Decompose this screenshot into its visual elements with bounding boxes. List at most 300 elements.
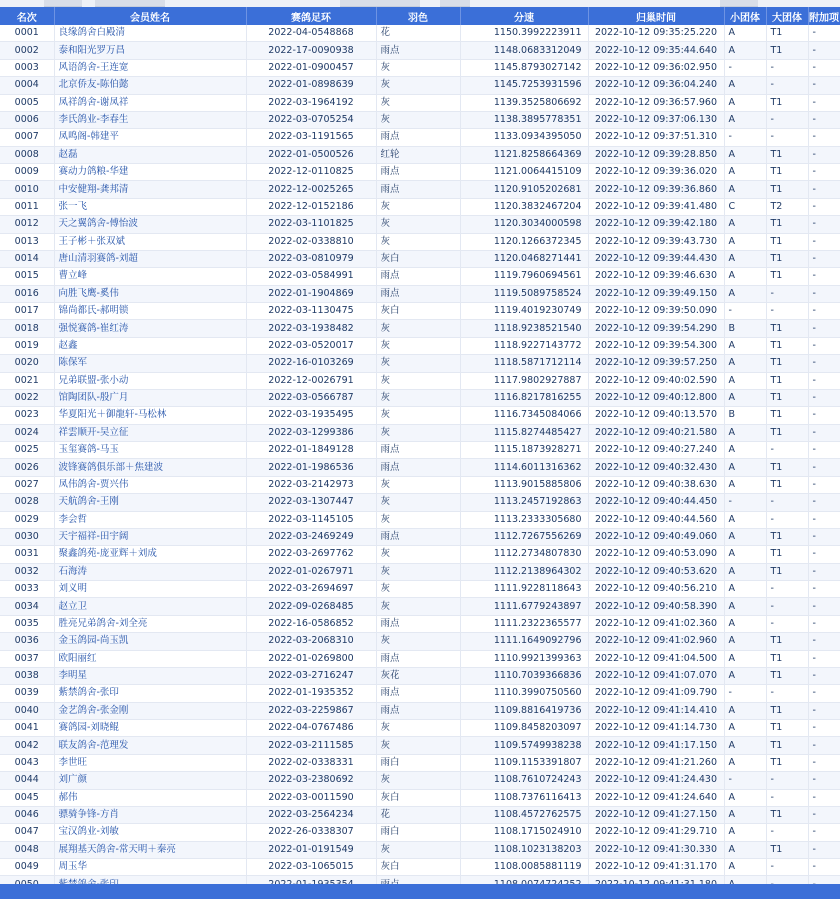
cell-rank: 0020 bbox=[0, 355, 54, 372]
cell-extra: - bbox=[808, 25, 840, 42]
table-row[interactable] bbox=[0, 685, 840, 702]
cell-ring: 2022-03-2697762 bbox=[246, 546, 376, 563]
cell-ring: 2022-03-2111585 bbox=[246, 737, 376, 754]
cell-color: 灰 bbox=[376, 511, 460, 528]
cell-return-time: 2022-10-12 09:39:57.250 bbox=[588, 355, 724, 372]
table-row[interactable] bbox=[0, 268, 840, 285]
table-row[interactable] bbox=[0, 581, 840, 598]
cell-extra: - bbox=[808, 42, 840, 59]
cell-small-group: A bbox=[724, 459, 766, 476]
cell-speed: 1120.3034000598 bbox=[460, 216, 588, 233]
cell-speed: 1108.7376116413 bbox=[460, 789, 588, 806]
cell-small-group: A bbox=[724, 476, 766, 493]
cell-return-time: 2022-10-12 09:39:54.300 bbox=[588, 337, 724, 354]
col-color-header[interactable]: 羽色 bbox=[376, 7, 460, 25]
table-row[interactable] bbox=[0, 77, 840, 94]
cell-member-name: 天之翼鸽舍-傅怡波 bbox=[54, 216, 246, 233]
cell-return-time: 2022-10-12 09:40:38.630 bbox=[588, 476, 724, 493]
cell-color: 灰白 bbox=[376, 250, 460, 267]
cell-rank: 0041 bbox=[0, 720, 54, 737]
cell-rank: 0006 bbox=[0, 111, 54, 128]
cell-color: 灰 bbox=[376, 389, 460, 406]
cell-return-time: 2022-10-12 09:40:44.450 bbox=[588, 494, 724, 511]
cell-extra: - bbox=[808, 546, 840, 563]
cell-speed: 1115.1873928271 bbox=[460, 442, 588, 459]
table-row[interactable] bbox=[0, 859, 840, 876]
cell-color: 灰白 bbox=[376, 303, 460, 320]
cell-small-group: A bbox=[724, 754, 766, 771]
cell-member-name: 向胜飞鹰-奚伟 bbox=[54, 285, 246, 302]
cell-big-group: T1 bbox=[766, 181, 808, 198]
cell-member-name: 刘广颜 bbox=[54, 772, 246, 789]
cell-return-time: 2022-10-12 09:37:06.130 bbox=[588, 111, 724, 128]
cell-extra: - bbox=[808, 198, 840, 215]
cell-return-time: 2022-10-12 09:40:53.090 bbox=[588, 546, 724, 563]
cell-member-name: 胜亮兄弟鸽舍-刘全亮 bbox=[54, 615, 246, 632]
table-row[interactable] bbox=[0, 111, 840, 128]
cell-speed: 1109.5749938238 bbox=[460, 737, 588, 754]
cell-ring: 2022-12-0110825 bbox=[246, 164, 376, 181]
cell-extra: - bbox=[808, 268, 840, 285]
cell-return-time: 2022-10-12 09:41:14.410 bbox=[588, 702, 724, 719]
cell-member-name: 展翔基天鸽舍-常天明＋秦亮 bbox=[54, 841, 246, 858]
table-row[interactable] bbox=[0, 407, 840, 424]
cell-extra: - bbox=[808, 615, 840, 632]
cell-rank: 0026 bbox=[0, 459, 54, 476]
cell-rank: 0024 bbox=[0, 424, 54, 441]
cell-color: 灰 bbox=[376, 77, 460, 94]
cell-extra: - bbox=[808, 250, 840, 267]
cell-ring: 2022-03-1065015 bbox=[246, 859, 376, 876]
cell-small-group: A bbox=[724, 146, 766, 163]
col-speed-header[interactable]: 分速 bbox=[460, 7, 588, 25]
cell-extra: - bbox=[808, 216, 840, 233]
cell-color: 雨点 bbox=[376, 459, 460, 476]
table-row[interactable] bbox=[0, 233, 840, 250]
cell-color: 灰 bbox=[376, 772, 460, 789]
table-row[interactable] bbox=[0, 667, 840, 684]
cell-speed: 1112.2138964302 bbox=[460, 563, 588, 580]
table-row[interactable] bbox=[0, 424, 840, 441]
cell-member-name: 张一飞 bbox=[54, 198, 246, 215]
cell-speed: 1120.9105202681 bbox=[460, 181, 588, 198]
cell-big-group: - bbox=[766, 111, 808, 128]
cell-color: 灰 bbox=[376, 407, 460, 424]
table-row[interactable] bbox=[0, 181, 840, 198]
table-row[interactable] bbox=[0, 789, 840, 806]
cell-small-group: A bbox=[724, 25, 766, 42]
cell-rank: 0033 bbox=[0, 581, 54, 598]
col-ring-header[interactable]: 赛鸽足环 bbox=[246, 7, 376, 25]
cell-ring: 2022-03-0566787 bbox=[246, 389, 376, 406]
cell-member-name: 锦尚都氏-郝明锁 bbox=[54, 303, 246, 320]
cell-member-name: 骠骑争锋-方肖 bbox=[54, 806, 246, 823]
table-row[interactable] bbox=[0, 650, 840, 667]
cell-rank: 0002 bbox=[0, 42, 54, 59]
cell-color: 雨点 bbox=[376, 181, 460, 198]
toolbar-control[interactable] bbox=[44, 0, 82, 7]
table-row[interactable] bbox=[0, 320, 840, 337]
cell-ring: 2022-01-0269800 bbox=[246, 650, 376, 667]
cell-extra: - bbox=[808, 667, 840, 684]
table-row[interactable] bbox=[0, 720, 840, 737]
cell-big-group: T1 bbox=[766, 320, 808, 337]
cell-rank: 0046 bbox=[0, 806, 54, 823]
cell-return-time: 2022-10-12 09:39:36.860 bbox=[588, 181, 724, 198]
cell-extra: - bbox=[808, 407, 840, 424]
cell-extra: - bbox=[808, 841, 840, 858]
cell-small-group: A bbox=[724, 702, 766, 719]
cell-rank: 0049 bbox=[0, 859, 54, 876]
table-row[interactable] bbox=[0, 198, 840, 215]
cell-ring: 2022-03-0584991 bbox=[246, 268, 376, 285]
cell-return-time: 2022-10-12 09:41:27.150 bbox=[588, 806, 724, 823]
cell-member-name: 兄弟联盟-张小动 bbox=[54, 372, 246, 389]
cell-return-time: 2022-10-12 09:41:09.790 bbox=[588, 685, 724, 702]
table-row[interactable] bbox=[0, 737, 840, 754]
cell-small-group: A bbox=[724, 216, 766, 233]
cell-member-name: 李世旺 bbox=[54, 754, 246, 771]
cell-extra: - bbox=[808, 372, 840, 389]
cell-color: 灰 bbox=[376, 494, 460, 511]
table-row[interactable] bbox=[0, 355, 840, 372]
cell-big-group: T1 bbox=[766, 424, 808, 441]
cell-big-group: T1 bbox=[766, 216, 808, 233]
cell-big-group: - bbox=[766, 442, 808, 459]
table-row[interactable] bbox=[0, 598, 840, 615]
table-row[interactable] bbox=[0, 476, 840, 493]
cell-rank: 0025 bbox=[0, 442, 54, 459]
table-row[interactable] bbox=[0, 146, 840, 163]
cell-rank: 0038 bbox=[0, 667, 54, 684]
table-row[interactable] bbox=[0, 250, 840, 267]
cell-speed: 1115.8274485427 bbox=[460, 424, 588, 441]
cell-small-group: A bbox=[724, 337, 766, 354]
cell-speed: 1118.5871712114 bbox=[460, 355, 588, 372]
cell-member-name: 天航鸽舍-王刚 bbox=[54, 494, 246, 511]
cell-speed: 1113.2333305680 bbox=[460, 511, 588, 528]
cell-ring: 2022-03-1938482 bbox=[246, 320, 376, 337]
cell-small-group: A bbox=[724, 511, 766, 528]
cell-rank: 0010 bbox=[0, 181, 54, 198]
table-row[interactable] bbox=[0, 633, 840, 650]
cell-small-group: - bbox=[724, 685, 766, 702]
cell-member-name: 馆陶团队-殷广月 bbox=[54, 389, 246, 406]
cell-rank: 0012 bbox=[0, 216, 54, 233]
table-row[interactable] bbox=[0, 164, 840, 181]
cell-small-group: A bbox=[724, 111, 766, 128]
cell-rank: 0003 bbox=[0, 59, 54, 76]
cell-big-group: - bbox=[766, 285, 808, 302]
col-time-header[interactable]: 归巢时间 bbox=[588, 7, 724, 25]
cell-speed: 1118.9227143772 bbox=[460, 337, 588, 354]
cell-color: 花 bbox=[376, 806, 460, 823]
cell-member-name: 波锋赛鸽俱乐部＋焦建波 bbox=[54, 459, 246, 476]
table-row[interactable] bbox=[0, 389, 840, 406]
table-row[interactable] bbox=[0, 546, 840, 563]
cell-big-group: - bbox=[766, 581, 808, 598]
cell-rank: 0044 bbox=[0, 772, 54, 789]
cell-extra: - bbox=[808, 424, 840, 441]
cell-extra: - bbox=[808, 164, 840, 181]
cell-rank: 0043 bbox=[0, 754, 54, 771]
cell-speed: 1133.0934395050 bbox=[460, 129, 588, 146]
cell-return-time: 2022-10-12 09:36:02.950 bbox=[588, 59, 724, 76]
table-row[interactable] bbox=[0, 303, 840, 320]
cell-color: 灰 bbox=[376, 372, 460, 389]
cell-extra: - bbox=[808, 181, 840, 198]
cell-extra: - bbox=[808, 859, 840, 876]
cell-color: 灰 bbox=[376, 320, 460, 337]
cell-small-group: A bbox=[724, 181, 766, 198]
cell-speed: 1112.7267556269 bbox=[460, 528, 588, 545]
cell-small-group: A bbox=[724, 633, 766, 650]
cell-big-group: T1 bbox=[766, 146, 808, 163]
cell-return-time: 2022-10-12 09:39:46.630 bbox=[588, 268, 724, 285]
table-row[interactable] bbox=[0, 372, 840, 389]
cell-extra: - bbox=[808, 129, 840, 146]
cell-small-group: A bbox=[724, 442, 766, 459]
cell-rank: 0047 bbox=[0, 824, 54, 841]
cell-small-group: A bbox=[724, 720, 766, 737]
table-row[interactable] bbox=[0, 563, 840, 580]
cell-return-time: 2022-10-12 09:41:07.070 bbox=[588, 667, 724, 684]
cell-speed: 1111.6779243897 bbox=[460, 598, 588, 615]
cell-color: 灰白 bbox=[376, 859, 460, 876]
cell-small-group: A bbox=[724, 94, 766, 111]
cell-color: 雨白 bbox=[376, 754, 460, 771]
cell-small-group: - bbox=[724, 494, 766, 511]
cell-member-name: 风语鸽舍-王连宽 bbox=[54, 59, 246, 76]
cell-rank: 0027 bbox=[0, 476, 54, 493]
col-big-group-header[interactable]: 大团体 bbox=[766, 7, 808, 25]
cell-speed: 1110.3990750560 bbox=[460, 685, 588, 702]
cell-speed: 1145.8793027142 bbox=[460, 59, 588, 76]
cell-speed: 1113.2457192863 bbox=[460, 494, 588, 511]
cell-color: 灰 bbox=[376, 841, 460, 858]
cell-return-time: 2022-10-12 09:41:04.500 bbox=[588, 650, 724, 667]
cell-big-group: T1 bbox=[766, 841, 808, 858]
table-row[interactable] bbox=[0, 25, 840, 42]
table-row[interactable] bbox=[0, 337, 840, 354]
table-row[interactable] bbox=[0, 841, 840, 858]
cell-ring: 2022-01-1935352 bbox=[246, 685, 376, 702]
cell-return-time: 2022-10-12 09:39:41.480 bbox=[588, 198, 724, 215]
cell-extra: - bbox=[808, 737, 840, 754]
cell-small-group: A bbox=[724, 563, 766, 580]
table-row[interactable] bbox=[0, 772, 840, 789]
col-rank-header[interactable]: 名次 bbox=[0, 7, 54, 25]
cell-rank: 0034 bbox=[0, 598, 54, 615]
cell-big-group: T1 bbox=[766, 164, 808, 181]
cell-big-group: T1 bbox=[766, 372, 808, 389]
cell-rank: 0013 bbox=[0, 233, 54, 250]
cell-ring: 2022-03-2694697 bbox=[246, 581, 376, 598]
cell-big-group: T1 bbox=[766, 720, 808, 737]
cell-small-group: B bbox=[724, 320, 766, 337]
cell-return-time: 2022-10-12 09:35:25.220 bbox=[588, 25, 724, 42]
cell-extra: - bbox=[808, 789, 840, 806]
cell-speed: 1108.0085881119 bbox=[460, 859, 588, 876]
table-row[interactable] bbox=[0, 442, 840, 459]
table-row[interactable] bbox=[0, 216, 840, 233]
cell-ring: 2022-03-2380692 bbox=[246, 772, 376, 789]
cell-speed: 1110.9921399363 bbox=[460, 650, 588, 667]
table-row[interactable] bbox=[0, 59, 840, 76]
table-row[interactable] bbox=[0, 459, 840, 476]
toolbar-control[interactable] bbox=[340, 0, 420, 7]
cell-speed: 1120.3832467204 bbox=[460, 198, 588, 215]
cell-extra: - bbox=[808, 77, 840, 94]
cell-ring: 2022-01-0191549 bbox=[246, 841, 376, 858]
cell-speed: 1120.1266372345 bbox=[460, 233, 588, 250]
cell-speed: 1150.3992223911 bbox=[460, 25, 588, 42]
cell-ring: 2022-02-0338331 bbox=[246, 754, 376, 771]
cell-rank: 0007 bbox=[0, 129, 54, 146]
cell-speed: 1138.3895778351 bbox=[460, 111, 588, 128]
table-row[interactable] bbox=[0, 702, 840, 719]
cell-small-group: A bbox=[724, 598, 766, 615]
cell-return-time: 2022-10-12 09:39:50.090 bbox=[588, 303, 724, 320]
cell-big-group: - bbox=[766, 685, 808, 702]
table-row[interactable] bbox=[0, 129, 840, 146]
cell-member-name: 赵磊 bbox=[54, 146, 246, 163]
cell-ring: 2022-03-2259867 bbox=[246, 702, 376, 719]
toolbar-control[interactable] bbox=[720, 0, 758, 7]
cell-small-group: A bbox=[724, 372, 766, 389]
table-row[interactable] bbox=[0, 615, 840, 632]
cell-big-group: T1 bbox=[766, 476, 808, 493]
cell-rank: 0039 bbox=[0, 685, 54, 702]
cell-big-group: - bbox=[766, 615, 808, 632]
cell-member-name: 金艺鸽舍-张金刚 bbox=[54, 702, 246, 719]
cell-return-time: 2022-10-12 09:40:32.430 bbox=[588, 459, 724, 476]
table-row[interactable] bbox=[0, 806, 840, 823]
toolbar-control[interactable] bbox=[440, 0, 470, 7]
cell-ring: 2022-12-0025265 bbox=[246, 181, 376, 198]
cell-rank: 0023 bbox=[0, 407, 54, 424]
cell-ring: 2022-04-0548868 bbox=[246, 25, 376, 42]
cell-big-group: T1 bbox=[766, 337, 808, 354]
cell-color: 雨点 bbox=[376, 615, 460, 632]
col-small-group-header[interactable]: 小团体 bbox=[724, 7, 766, 25]
cell-rank: 0048 bbox=[0, 841, 54, 858]
cell-big-group: T1 bbox=[766, 25, 808, 42]
cell-ring: 2022-03-0520017 bbox=[246, 337, 376, 354]
cell-big-group: T1 bbox=[766, 633, 808, 650]
cell-ring: 2022-03-1935495 bbox=[246, 407, 376, 424]
table-row[interactable] bbox=[0, 511, 840, 528]
cell-color: 灰 bbox=[376, 633, 460, 650]
cell-big-group: - bbox=[766, 494, 808, 511]
cell-big-group: T1 bbox=[766, 563, 808, 580]
cell-color: 灰 bbox=[376, 198, 460, 215]
cell-ring: 2022-04-0767486 bbox=[246, 720, 376, 737]
cell-big-group: T1 bbox=[766, 702, 808, 719]
col-extra-header[interactable]: 附加项 bbox=[808, 7, 840, 25]
cell-small-group: A bbox=[724, 615, 766, 632]
cell-speed: 1119.5089758524 bbox=[460, 285, 588, 302]
cell-small-group: A bbox=[724, 250, 766, 267]
cell-speed: 1121.8258664369 bbox=[460, 146, 588, 163]
table-row[interactable] bbox=[0, 42, 840, 59]
cell-speed: 1116.7345084066 bbox=[460, 407, 588, 424]
cell-color: 雨点 bbox=[376, 42, 460, 59]
cell-return-time: 2022-10-12 09:41:02.960 bbox=[588, 633, 724, 650]
cell-member-name: 凤鸣阁-韩建平 bbox=[54, 129, 246, 146]
cell-member-name: 金玉鸽园-尚玉凯 bbox=[54, 633, 246, 650]
cell-extra: - bbox=[808, 754, 840, 771]
cell-speed: 1117.9802927887 bbox=[460, 372, 588, 389]
cell-big-group: T1 bbox=[766, 528, 808, 545]
cell-color: 灰 bbox=[376, 337, 460, 354]
cell-return-time: 2022-10-12 09:41:31.170 bbox=[588, 859, 724, 876]
table-row[interactable] bbox=[0, 754, 840, 771]
cell-small-group: A bbox=[724, 424, 766, 441]
cell-ring: 2022-03-2469249 bbox=[246, 528, 376, 545]
cell-small-group: A bbox=[724, 355, 766, 372]
table-row[interactable] bbox=[0, 94, 840, 111]
cell-small-group: A bbox=[724, 841, 766, 858]
cell-return-time: 2022-10-12 09:41:24.640 bbox=[588, 789, 724, 806]
toolbar-control[interactable] bbox=[95, 0, 165, 7]
cell-extra: - bbox=[808, 442, 840, 459]
cell-member-name: 泰和阳光罗万昌 bbox=[54, 42, 246, 59]
cell-color: 雨白 bbox=[376, 824, 460, 841]
cell-member-name: 凤伟鸽舍-贾兴伟 bbox=[54, 476, 246, 493]
cell-small-group: A bbox=[724, 859, 766, 876]
cell-extra: - bbox=[808, 94, 840, 111]
results-table bbox=[0, 7, 840, 894]
table-row[interactable] bbox=[0, 824, 840, 841]
table-row[interactable] bbox=[0, 285, 840, 302]
cell-color: 灰 bbox=[376, 59, 460, 76]
cell-small-group: A bbox=[724, 164, 766, 181]
cell-rank: 0029 bbox=[0, 511, 54, 528]
cell-rank: 0032 bbox=[0, 563, 54, 580]
cell-big-group: T1 bbox=[766, 389, 808, 406]
cell-small-group: A bbox=[724, 824, 766, 841]
table-row[interactable] bbox=[0, 494, 840, 511]
cell-color: 灰 bbox=[376, 94, 460, 111]
cell-return-time: 2022-10-12 09:40:53.620 bbox=[588, 563, 724, 580]
cell-big-group: - bbox=[766, 598, 808, 615]
cell-member-name: 宝汉鸽业-刘敏 bbox=[54, 824, 246, 841]
cell-ring: 2022-02-0338810 bbox=[246, 233, 376, 250]
table-row[interactable] bbox=[0, 528, 840, 545]
cell-extra: - bbox=[808, 494, 840, 511]
cell-color: 灰 bbox=[376, 111, 460, 128]
cell-extra: - bbox=[808, 824, 840, 841]
cell-return-time: 2022-10-12 09:39:49.150 bbox=[588, 285, 724, 302]
cell-member-name: 凤祥鸽舍-谢凤祥 bbox=[54, 94, 246, 111]
cell-ring: 2022-03-1101825 bbox=[246, 216, 376, 233]
cell-return-time: 2022-10-12 09:39:44.430 bbox=[588, 250, 724, 267]
cell-extra: - bbox=[808, 702, 840, 719]
table-header bbox=[0, 7, 840, 25]
cell-big-group: - bbox=[766, 303, 808, 320]
cell-big-group: - bbox=[766, 859, 808, 876]
cell-speed: 1111.1649092796 bbox=[460, 633, 588, 650]
cell-extra: - bbox=[808, 303, 840, 320]
cell-extra: - bbox=[808, 633, 840, 650]
cell-rank: 0017 bbox=[0, 303, 54, 320]
cell-extra: - bbox=[808, 581, 840, 598]
cell-ring: 2022-03-2142973 bbox=[246, 476, 376, 493]
cell-big-group: T1 bbox=[766, 650, 808, 667]
col-name-header[interactable]: 会员姓名 bbox=[54, 7, 246, 25]
cell-big-group: T1 bbox=[766, 806, 808, 823]
